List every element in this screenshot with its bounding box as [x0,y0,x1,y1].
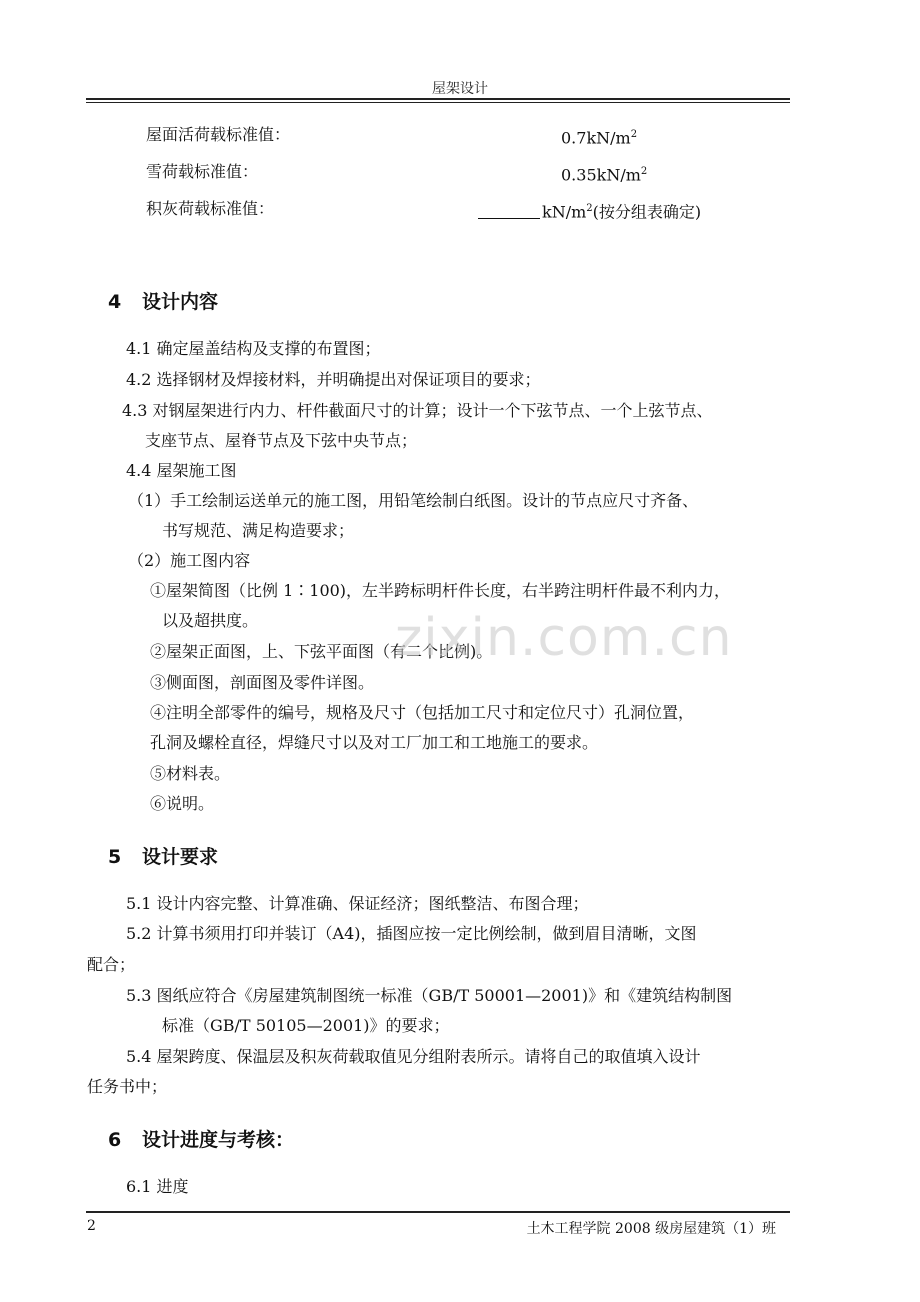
paragraph-line: 书写规范、满足构造要求； [162,521,355,540]
paragraph-line: 5.4 屋架跨度、保温层及积灰荷载取值见分组附表所示。请将自己的取值填入设计 [126,1047,701,1066]
watermark: zixin.com.cn [395,608,733,668]
paragraph-line: 配合； [87,955,136,974]
load-value-dust: $kN/m^2$(按分组表确定) [478,199,701,222]
paragraph-line: 4.3 对钢屋架进行内力、杆件截面尺寸的计算；设计一个下弦节点、一个上弦节点、 [122,401,713,420]
fill-in-blank[interactable] [478,202,540,219]
paragraph-line: ③侧面图，剖面图及零件详图。 [150,673,375,692]
section-heading-6: 6 设计进度与考核： [108,1129,295,1151]
load-value-snow: $0.35kN/m^2$ [561,165,648,185]
paragraph-line: 支座节点、屋脊节点及下弦中央节点； [145,431,418,450]
load-label-dust: 积灰荷载标准值： [146,199,275,218]
paragraph-line: 以及超拱度。 [162,611,259,630]
paragraph-line: 任务书中； [87,1077,168,1096]
header-rule-thin [86,102,790,103]
paragraph-line: 5.2 计算书须用打印并装订（A4)，插图应按一定比例绘制，做到眉目清晰，文图 [126,924,697,943]
footer-rule [86,1211,790,1213]
paragraph-line: （1）手工绘制运送单元的施工图，用铅笔绘制白纸图。设计的节点应尺寸齐备、 [128,491,699,510]
paragraph-line: 5.1 设计内容完整、计算准确、保证经济；图纸整洁、布图合理； [126,894,589,913]
paragraph-line: ⑥说明。 [150,794,215,813]
load-value-live: $0.7kN/m^2$ [561,128,638,148]
page-number: 2 [87,1218,96,1234]
paragraph-line: 5.3 图纸应符合《房屋建筑制图统一标准（GB/T 50001—2001)》和《建筑结构制图 [126,986,733,1005]
footer-class-label: 土木工程学院 2008 级房屋建筑（1）班 [526,1221,776,1237]
section-heading-5: 5 设计要求 [108,846,219,868]
paragraph-line: （2）施工图内容 [128,551,251,570]
paragraph-line: 4.4 屋架施工图 [126,461,237,480]
header-rule [86,98,790,100]
paragraph-line: ④注明全部零件的编号，规格及尺寸（包括加工尺寸和定位尺寸）孔洞位置， [150,703,695,722]
load-label-live: 屋面活荷载标准值： [146,125,291,144]
running-header: 屋架设计 [432,81,488,97]
paragraph-line: 孔洞及螺栓直径，焊缝尺寸以及对工厂加工和工地施工的要求。 [150,733,599,752]
load-label-snow: 雪荷载标准值： [146,162,259,181]
paragraph-line: ⑤材料表。 [150,764,231,783]
paragraph-line: ①屋架简图（比例 1∶100)，左半跨标明杆件长度，右半跨注明杆件最不利内力， [150,581,731,600]
paragraph-line: 6.1 进度 [126,1177,189,1196]
paragraph-line: 4.2 选择钢材及焊接材料，并明确提出对保证项目的要求； [126,370,541,389]
paragraph-line: 标准（GB/T 50105—2001)》的要求； [162,1016,450,1035]
section-heading-4: 4 设计内容 [108,291,219,313]
paragraph-line: 4.1 确定屋盖结构及支撑的布置图； [126,339,381,358]
paragraph-line: ②屋架正面图，上、下弦平面图（有二个比例)。 [150,642,493,661]
